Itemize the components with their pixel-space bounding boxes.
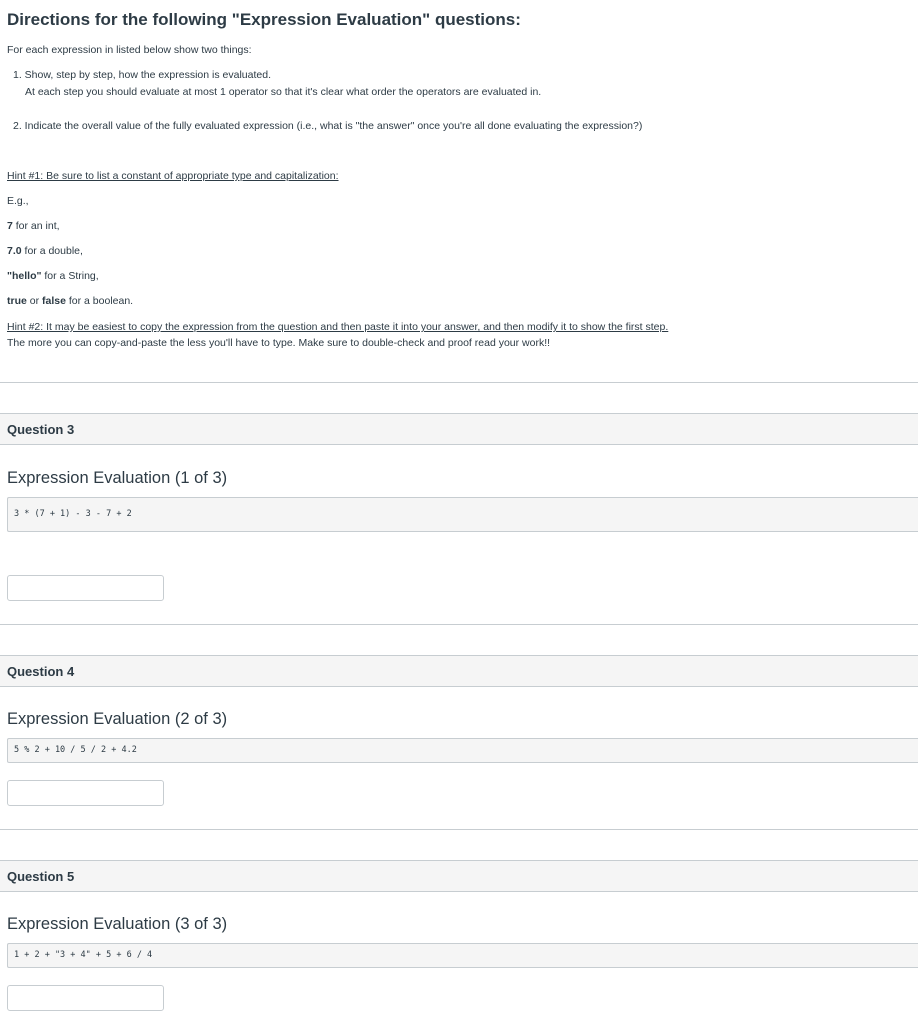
example-string-text: for a String, [41, 270, 99, 282]
directions-step-1-detail: At each step you should evaluate at most 1 operator so that it's clear what order the operators are evaluated in. [25, 86, 542, 98]
question-3-label: Question 3 [7, 422, 75, 437]
example-double-value: 7.0 [7, 245, 22, 257]
hint-1: Hint #1: Be sure to list a constant of appropriate type and capitalization: [7, 170, 339, 182]
question-4-divider [0, 829, 918, 830]
question-3-title: Expression Evaluation (1 of 3) [7, 469, 228, 487]
question-5-expression: 1 + 2 + "3 + 4" + 5 + 6 / 4 [7, 943, 918, 968]
example-false-value: false [42, 295, 66, 307]
example-int-text: for an int, [12, 220, 60, 232]
question-4-header [0, 655, 918, 687]
example-int [7, 220, 60, 232]
question-5-header [0, 860, 918, 892]
section-divider [0, 382, 918, 383]
hint-2: Hint #2: It may be easiest to copy the expression from the question and then paste it into your answer, and then modify it to show the first step. [7, 321, 669, 333]
question-5-title: Expression Evaluation (3 of 3) [7, 915, 228, 933]
directions-step-2: 2. Indicate the overall value of the fully evaluated expression (i.e., what is "the answer" once you're all done evaluating the expression?) [13, 120, 643, 132]
directions-intro: For each expression in listed below show two things: [7, 44, 252, 56]
question-5-answer-input[interactable] [7, 985, 164, 1011]
directions-step-1: 1. Show, step by step, how the expression is evaluated. [13, 69, 271, 81]
question-4-answer-input[interactable] [7, 780, 164, 806]
example-true-value: true [7, 295, 27, 307]
directions-title: Directions for the following "Expression Evaluation" questions: [7, 10, 521, 29]
question-3-expression: 3 * (7 + 1) - 3 - 7 + 2 [7, 497, 918, 532]
example-string [7, 270, 99, 282]
question-4-label: Question 4 [7, 664, 75, 679]
example-eg: E.g., [7, 195, 29, 207]
example-boolean-text: for a boolean. [65, 295, 134, 307]
hint-2-detail: The more you can copy-and-paste the less you'll have to type. Make sure to double-check and proof read your work!! [7, 337, 551, 349]
question-4-expression: 5 % 2 + 10 / 5 / 2 + 4.2 [7, 738, 918, 763]
example-boolean [7, 295, 133, 307]
example-double-text: for a double, [21, 245, 83, 257]
question-4-title: Expression Evaluation (2 of 3) [7, 710, 228, 728]
question-5-label: Question 5 [7, 869, 75, 884]
example-double [7, 245, 83, 257]
example-string-value: "hello" [7, 270, 42, 282]
question-3-divider [0, 624, 918, 625]
example-or-text: or [26, 295, 43, 307]
question-3-answer-input[interactable] [7, 575, 164, 601]
question-3-header [0, 413, 918, 445]
example-int-value: 7 [7, 220, 13, 232]
